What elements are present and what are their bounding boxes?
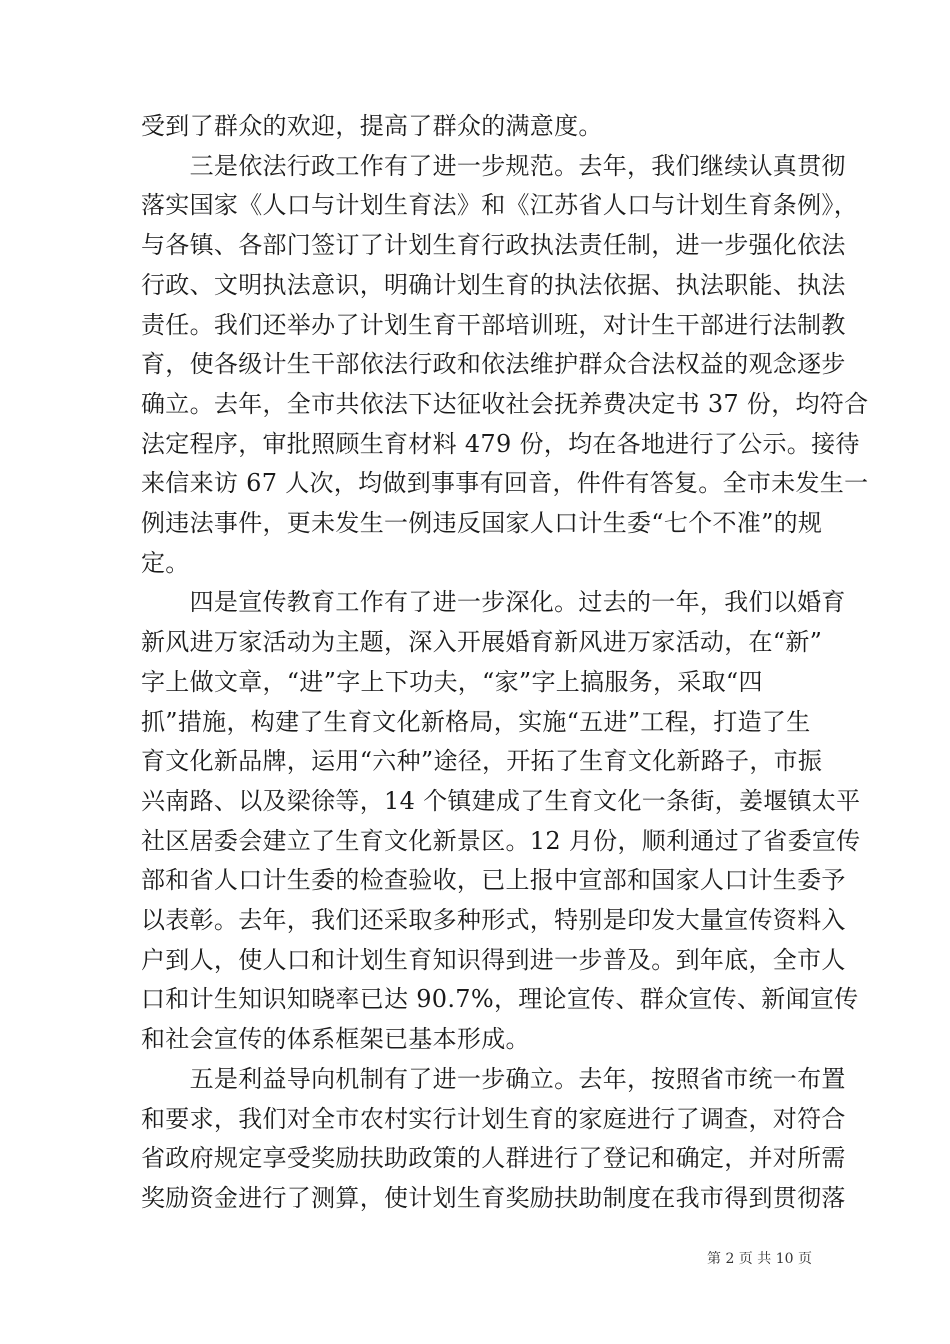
text-line: 以表彰。去年，我们还采取多种形式，特别是印发大量宣传资料入 (141, 906, 846, 934)
text-line: 确立。去年，全市共依法下达征收社会抚养费决定书 37 份，均符合 (141, 390, 869, 418)
text-line: 和社会宣传的体系框架已基本形成。 (141, 1025, 530, 1053)
text-line: 新风进万家活动为主题，深入开展婚育新风进万家活动，在“新” (141, 628, 823, 656)
text-line: 例违法事件，更未发生一例违反国家人口计生委“七个不准”的规 (141, 509, 823, 537)
text-line: 兴南路、以及梁徐等，14 个镇建成了生育文化一条街，姜堰镇太平 (141, 787, 861, 815)
text-line: 落实国家《人口与计划生育法》和《江苏省人口与计划生育条例》， (141, 191, 858, 219)
text-line: 部和省人口计生委的检查验收，已上报中宣部和国家人口计生委予 (141, 866, 846, 894)
page-number-footer: 第 2 页 共 10 页 (707, 1251, 812, 1267)
text-line: 育，使各级计生干部依法行政和依法维护群众合法权益的观念逐步 (141, 350, 846, 378)
text-line: 育文化新品牌，运用“六种”途径，开拓了生育文化新路子，市振 (141, 747, 823, 775)
text-line: 来信来访 67 人次，均做到事事有回音，件件有答复。全市未发生一 (141, 469, 869, 497)
text-line: 与各镇、各部门签订了计划生育行政执法责任制，进一步强化依法 (141, 231, 846, 259)
text-line: 三是依法行政工作有了进一步规范。去年，我们继续认真贯彻 (141, 152, 846, 180)
text-line: 受到了群众的欢迎，提高了群众的满意度。 (141, 112, 603, 140)
text-line: 社区居委会建立了生育文化新景区。12 月份，顺利通过了省委宣传 (141, 827, 861, 855)
text-line: 行政、文明执法意识，明确计划生育的执法依据、执法职能、执法 (141, 271, 846, 299)
text-line: 字上做文章，“进”字上下功夫，“家”字上搞服务，采取“四 (141, 668, 763, 696)
text-line: 抓”措施，构建了生育文化新格局，实施“五进”工程，打造了生 (141, 708, 811, 736)
text-line: 省政府规定享受奖励扶助政策的人群进行了登记和确定，并对所需 (141, 1144, 846, 1172)
text-line: 五是利益导向机制有了进一步确立。去年，按照省市统一布置 (141, 1065, 846, 1093)
text-line: 责任。我们还举办了计划生育干部培训班，对计生干部进行法制教 (141, 311, 846, 339)
text-line: 口和计生知识知晓率已达 90.7%，理论宣传、群众宣传、新闻宣传 (141, 985, 859, 1013)
text-line: 户到人，使人口和计划生育知识得到进一步普及。到年底，全市人 (141, 946, 846, 974)
text-line: 和要求，我们对全市农村实行计划生育的家庭进行了调查，对符合 (141, 1105, 846, 1133)
text-line: 奖励资金进行了测算，使计划生育奖励扶助制度在我市得到贯彻落 (141, 1184, 846, 1212)
text-line: 四是宣传教育工作有了进一步深化。过去的一年，我们以婚育 (141, 588, 846, 616)
text-line: 法定程序，审批照顾生育材料 479 份，均在各地进行了公示。接待 (141, 430, 860, 458)
text-line: 定。 (141, 549, 190, 577)
